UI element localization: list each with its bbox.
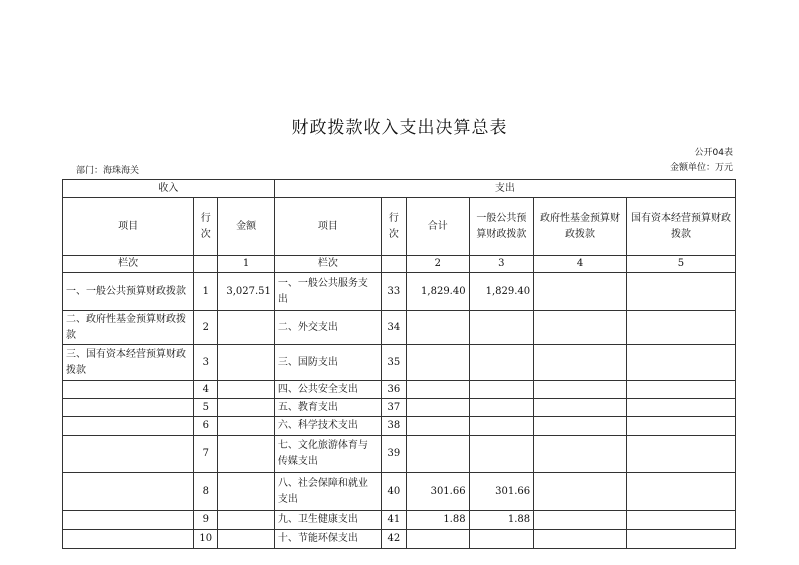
amount-header: 金额 [218,198,275,256]
department-label: 部门：海珠海关 [76,166,140,176]
income-line-no-cell: 1 [194,273,218,311]
state-capital-cell [626,345,735,381]
expense-line-no-cell: 38 [381,417,406,436]
expense-item-cell: 八、社会保障和就业支出 [274,473,381,511]
gov-fund-cell [534,511,627,530]
gov-fund-cell [534,273,627,311]
general-budget-cell [469,530,534,549]
total-header: 合计 [407,198,470,256]
expense-item-cell: 十、节能环保支出 [274,530,381,549]
expense-item-cell: 四、公共安全支出 [274,381,381,399]
expense-line-no-cell: 41 [381,511,406,530]
col-index-1: 1 [218,256,275,273]
gov-fund-cell [534,399,627,417]
income-line-no-cell: 9 [194,511,218,530]
form-code: 公开04表 [694,148,733,158]
income-amount-cell [218,345,275,381]
table-row [63,417,736,436]
expense-item-cell: 九、卫生健康支出 [274,511,381,530]
income-item-cell: 二、政府性基金预算财政拨款 [63,311,194,345]
general-budget-cell [469,381,534,399]
general-budget-cell [469,417,534,436]
expense-line-no-cell: 36 [381,381,406,399]
total-cell [407,436,470,473]
income-amount-cell [218,473,275,511]
unit-label: 金额单位：万元 [669,163,733,173]
gov-fund-cell [534,345,627,381]
income-amount-cell [218,381,275,399]
line-no-header: 行次 [194,198,218,256]
income-amount-cell [218,530,275,549]
income-item-cell [63,381,194,399]
income-header: 收入 [63,180,275,198]
col-label: 栏次 [63,256,194,273]
gov-fund-cell [534,473,627,511]
gov-fund-cell [534,381,627,399]
total-cell [407,345,470,381]
budget-table [62,179,736,549]
table-row [63,530,736,549]
table-row [63,311,736,345]
expense-item-cell: 七、文化旅游体育与传媒支出 [274,436,381,473]
state-capital-cell [626,511,735,530]
expense-line-no-cell: 42 [381,530,406,549]
income-amount-cell: 3,027.51 [218,273,275,311]
total-cell: 1,829.40 [407,273,470,311]
income-item-cell [63,436,194,473]
income-item-cell [63,530,194,549]
general-budget-cell: 1.88 [469,511,534,530]
income-amount-cell [218,511,275,530]
income-amount-cell [218,417,275,436]
income-item-cell [63,417,194,436]
col-blank-b [381,256,406,273]
income-line-no-cell: 2 [194,311,218,345]
header-row-1 [63,180,736,198]
general-budget-cell [469,436,534,473]
state-capital-cell [626,311,735,345]
expense-line-no-cell: 35 [381,345,406,381]
income-line-no-cell: 7 [194,436,218,473]
income-line-no-cell: 4 [194,381,218,399]
state-capital-cell [626,436,735,473]
state-capital-cell [626,417,735,436]
income-line-no-cell: 3 [194,345,218,381]
general-budget-cell: 301.66 [469,473,534,511]
total-cell [407,381,470,399]
income-item-cell [63,399,194,417]
gov-fund-cell [534,530,627,549]
page-title: 财政拨款收入支出决算总表 [291,118,508,138]
state-capital-cell [626,273,735,311]
total-cell [407,530,470,549]
expense-item-cell: 六、科学技术支出 [274,417,381,436]
col-index-4: 4 [534,256,627,273]
col-label-2: 栏次 [274,256,381,273]
income-amount-cell [218,311,275,345]
expense-line-no-cell: 39 [381,436,406,473]
income-item-cell: 三、国有资本经营预算财政拨款 [63,345,194,381]
state-capital-header: 国有资本经营预算财政拨款 [626,198,735,256]
income-amount-cell [218,399,275,417]
income-item-cell: 一、一般公共预算财政拨款 [63,273,194,311]
expense-line-no-cell: 40 [381,473,406,511]
expense-item-cell: 五、教育支出 [274,399,381,417]
table-row [63,473,736,511]
income-line-no-cell: 5 [194,399,218,417]
table-row [63,436,736,473]
general-budget-cell [469,311,534,345]
total-cell [407,399,470,417]
general-budget-cell [469,399,534,417]
table-row [63,381,736,399]
expense-item-cell: 二、外交支出 [274,311,381,345]
state-capital-cell [626,381,735,399]
header-row-2 [63,198,736,256]
col-index-3: 3 [469,256,534,273]
income-line-no-cell: 6 [194,417,218,436]
income-line-no-cell: 8 [194,473,218,511]
state-capital-cell [626,473,735,511]
expense-item-cell: 三、国防支出 [274,345,381,381]
gov-fund-cell [534,417,627,436]
gov-fund-cell [534,311,627,345]
state-capital-cell [626,530,735,549]
income-line-no-cell: 10 [194,530,218,549]
expense-header: 支出 [274,180,735,198]
expense-item-cell: 一、一般公共服务支出 [274,273,381,311]
col-index-2: 2 [407,256,470,273]
total-cell [407,417,470,436]
table-row [63,273,736,311]
total-cell: 301.66 [407,473,470,511]
item-header: 项目 [63,198,194,256]
expense-line-no-cell: 37 [381,399,406,417]
income-amount-cell [218,436,275,473]
table-row [63,345,736,381]
general-budget-cell: 1,829.40 [469,273,534,311]
total-cell: 1.88 [407,511,470,530]
income-item-cell [63,511,194,530]
expense-line-no-cell: 34 [381,311,406,345]
column-index-row [63,256,736,273]
expense-item-header: 项目 [274,198,381,256]
gov-fund-cell [534,436,627,473]
state-capital-cell [626,399,735,417]
general-budget-header: 一般公共预算财政拨款 [469,198,534,256]
table-row [63,399,736,417]
gov-fund-header: 政府性基金预算财政拨款 [534,198,627,256]
total-cell [407,311,470,345]
expense-line-no-header: 行次 [381,198,406,256]
col-index-5: 5 [626,256,735,273]
expense-line-no-cell: 33 [381,273,406,311]
table-row [63,511,736,530]
income-item-cell [63,473,194,511]
col-blank-a [194,256,218,273]
general-budget-cell [469,345,534,381]
